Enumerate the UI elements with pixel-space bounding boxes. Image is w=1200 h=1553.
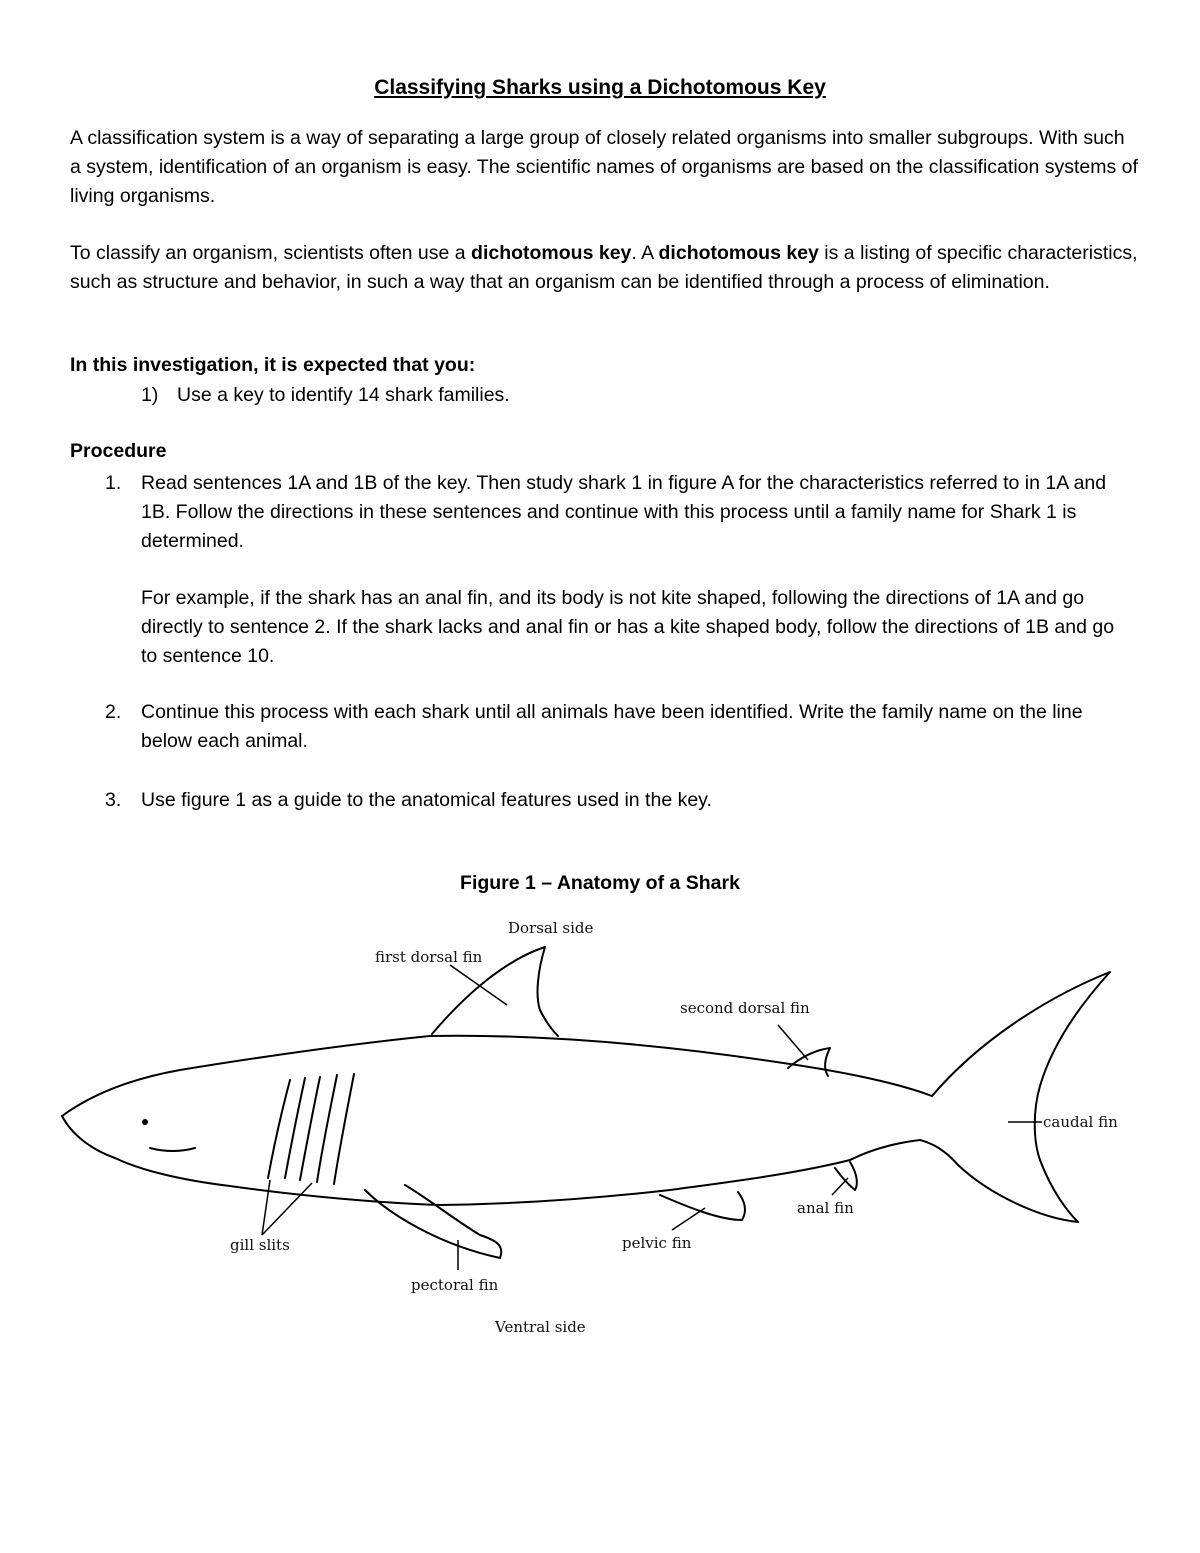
procedure-step-3 xyxy=(105,786,1135,815)
gill-slit xyxy=(317,1075,337,1182)
step-number: 3. xyxy=(105,789,122,811)
investigation-item xyxy=(141,384,510,407)
label-second-dorsal-fin: second dorsal fin xyxy=(680,999,810,1017)
investigation-heading: In this investigation, it is expected that you: xyxy=(70,354,476,376)
procedure-step-1 xyxy=(105,469,1135,556)
anal-fin-leader xyxy=(832,1178,848,1195)
label-pelvic-fin: pelvic fin xyxy=(622,1234,692,1252)
gill-slit xyxy=(285,1078,305,1178)
intro-p2-text-c: . A xyxy=(631,242,659,264)
procedure-heading: Procedure xyxy=(70,440,167,462)
figure-title: Figure 1 – Anatomy of a Shark xyxy=(460,872,740,894)
intro-paragraph-1: A classification system is a way of separating a large group of closely related organisms into smaller subgroups. With such a system, identification of an organism is easy. The scientific names of organisms are based on the classification systems of living organisms. xyxy=(70,127,1138,207)
term-dichotomous-key-1: dichotomous key xyxy=(471,242,632,264)
anal-fin xyxy=(835,1162,857,1190)
second-dorsal-fin-leader xyxy=(778,1025,808,1060)
shark-anatomy-diagram xyxy=(0,900,1200,1350)
example-text: For example, if the shark has an anal fin, and its body is not kite shaped, following the directions of 1A and go directly to sentence 2. If the shark lacks and anal fin or has a kite shaped body, follow the directions of 1B and go to sentence 10. xyxy=(141,587,1115,667)
caudal-lower-lobe xyxy=(920,1140,1078,1222)
intro-p2-text-a: To classify an organism, scientists often use a xyxy=(70,242,472,264)
caudal-upper-lobe xyxy=(932,972,1110,1160)
procedure-step-2 xyxy=(105,698,1135,756)
label-first-dorsal-fin: first dorsal fin xyxy=(375,948,483,966)
label-caudal-fin: caudal fin xyxy=(1043,1113,1118,1131)
gill-slit xyxy=(300,1077,320,1180)
step-text: Continue this process with each shark until all animals have been identified. Write the family name on the line below each animal. xyxy=(141,701,1083,752)
intro-p2-text-e: is a listing of specific characteristics, such as structure and behavior, in such a way that an organism can be identified through a process of elimination. xyxy=(70,242,1138,293)
shark-ventral-outline xyxy=(115,1140,920,1205)
pectoral-fin xyxy=(365,1185,501,1258)
pelvic-fin xyxy=(660,1192,745,1220)
term-dichotomous-key-2: dichotomous key xyxy=(658,242,819,264)
page-title: Classifying Sharks using a Dichotomous Key xyxy=(374,76,826,99)
label-gill-slits: gill slits xyxy=(230,1236,290,1254)
label-pectoral-fin: pectoral fin xyxy=(411,1276,499,1294)
step-text: Read sentences 1A and 1B of the key. Then study shark 1 in figure A for the characteristics referred to in 1A and 1B. Follow the directions in these sentences and continue with this process until a family name for Shark 1 is determined. xyxy=(141,472,1107,552)
gill-slit xyxy=(334,1074,354,1184)
pelvic-fin-leader xyxy=(672,1208,705,1230)
label-anal-fin: anal fin xyxy=(797,1199,854,1217)
second-dorsal-fin xyxy=(788,1048,830,1076)
intro-paragraph-2 xyxy=(70,239,1140,297)
investigation-item-text: Use a key to identify 14 shark families. xyxy=(177,384,510,406)
step-number: 1. xyxy=(105,472,122,494)
gill-slits-leader xyxy=(262,1180,270,1235)
shark-mouth xyxy=(150,1148,195,1151)
label-dorsal-side: Dorsal side xyxy=(508,919,594,937)
investigation-item-number: 1) xyxy=(141,384,159,406)
gill-slit xyxy=(268,1080,290,1178)
procedure-step-1-example xyxy=(105,584,1135,671)
label-ventral-side: Ventral side xyxy=(495,1318,586,1336)
shark-eye xyxy=(142,1119,148,1125)
shark-snout xyxy=(62,1116,115,1158)
shark-dorsal-outline xyxy=(62,1036,932,1116)
step-number: 2. xyxy=(105,701,122,723)
step-text: Use figure 1 as a guide to the anatomical features used in the key. xyxy=(141,789,712,811)
